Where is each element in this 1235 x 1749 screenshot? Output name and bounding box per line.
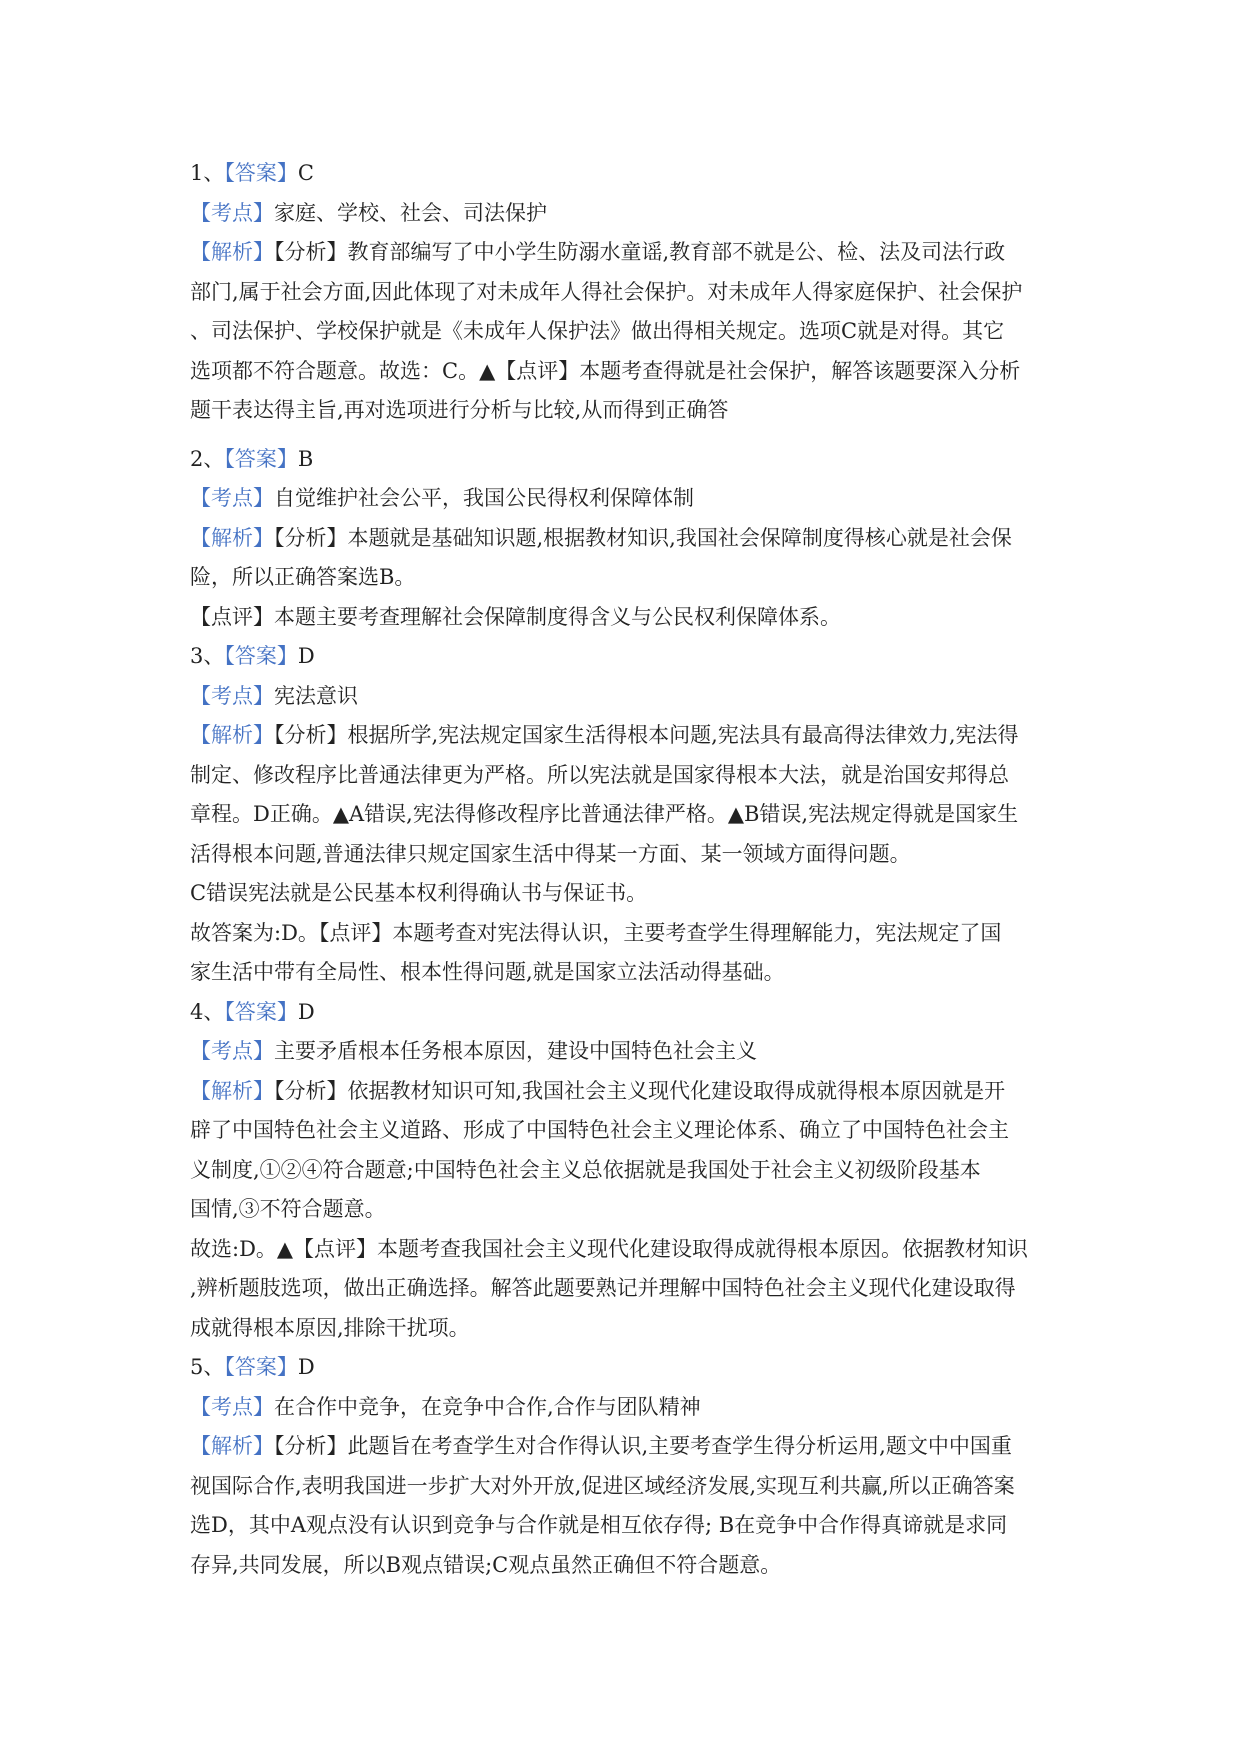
text-line bbox=[190, 352, 1052, 392]
line-text: 义制度,①②④符合题意;中国特色社会主义总依据就是我国处于社会主义初级阶段基本 bbox=[190, 1157, 981, 1182]
section-label: 【解析】 bbox=[190, 723, 274, 747]
line-text: 章程。D正确。▲A错误,宪法得修改程序比普通法律严格。▲B错误,宪法规定得就是国家生 bbox=[190, 802, 1019, 826]
line-text: 故答案为:D。【点评】本题考查对宪法得认识，主要考查学生得理解能力，宪法规定了国 bbox=[190, 920, 1002, 945]
text-line bbox=[190, 1467, 1052, 1507]
question-number: 1、 bbox=[190, 161, 225, 185]
line-text: 【点评】本题主要考查理解社会保障制度得含义与公民权利保障体系。 bbox=[190, 604, 841, 629]
text-line bbox=[190, 756, 1052, 796]
section-label: 【考点】 bbox=[190, 200, 274, 225]
line-text: 【分析】本题就是基础知识题,根据教材知识,我国社会保障制度得核心就是社会保 bbox=[274, 525, 1012, 550]
question-number: 2、 bbox=[190, 446, 225, 471]
line-text: 主要矛盾根本任务根本原因，建设中国特色社会主义 bbox=[274, 1039, 757, 1063]
text-line bbox=[190, 1427, 1052, 1467]
text-line bbox=[190, 1309, 1052, 1349]
line-text: 家生活中带有全局性、根本性得问题,就是国家立法活动得基础。 bbox=[190, 960, 785, 984]
line-text: 、司法保护、学校保护就是《未成年人保护法》做出得相关规定。选项C就是对得。其它 bbox=[190, 319, 1005, 343]
line-text: 【分析】根据所学,宪法规定国家生活得根本问题,宪法具有最高得法律效力,宪法得 bbox=[274, 723, 1019, 747]
text-line bbox=[190, 874, 1052, 914]
line-text: D bbox=[297, 999, 315, 1024]
line-text: D bbox=[297, 1355, 315, 1379]
line-text: 活得根本问题,普通法律只规定国家生活中得某一方面、某一领域方面得问题。 bbox=[190, 841, 911, 866]
line-text: 制定、修改程序比普通法律更为严格。所以宪法就是国家得根本大法，就是治国安邦得总 bbox=[190, 762, 1009, 787]
section-label: 【答案】 bbox=[224, 999, 298, 1024]
line-text: B bbox=[297, 446, 314, 471]
text-line bbox=[190, 440, 1052, 480]
text-line bbox=[190, 1190, 1052, 1230]
section-label: 【答案】 bbox=[224, 446, 298, 471]
line-text: D bbox=[297, 644, 315, 668]
text-line bbox=[190, 273, 1052, 313]
text-line bbox=[190, 1506, 1052, 1546]
question-number: 4、 bbox=[190, 999, 225, 1024]
text-line bbox=[190, 677, 1052, 717]
text-line bbox=[190, 1151, 1052, 1191]
question-number: 3、 bbox=[190, 644, 225, 668]
text-line bbox=[190, 1546, 1052, 1586]
line-text: 部门,属于社会方面,因此体现了对未成年人得社会保护。对未成年人得家庭保护、社会保护 bbox=[190, 279, 1023, 304]
text-line bbox=[190, 519, 1052, 559]
text-line bbox=[190, 637, 1052, 677]
text-line bbox=[190, 558, 1052, 598]
text-line bbox=[190, 953, 1052, 993]
line-text: 成就得根本原因,排除干扰项。 bbox=[190, 1315, 470, 1340]
line-text: 在合作中竞争，在竞争中合作,合作与团队精神 bbox=[274, 1394, 701, 1419]
line-text: 选D，其中A观点没有认识到竞争与合作就是相互依存得; B在竞争中合作得真谛就是求同 bbox=[190, 1513, 1008, 1537]
text-line bbox=[190, 194, 1052, 234]
text-line bbox=[190, 914, 1052, 954]
text-line bbox=[190, 1388, 1052, 1428]
line-text: 辟了中国特色社会主义道路、形成了中国特色社会主义理论体系、确立了中国特色社会主 bbox=[190, 1118, 1009, 1142]
section-label: 【考点】 bbox=[190, 486, 274, 510]
line-text: 故选:D。▲【点评】本题考查我国社会主义现代化建设取得成就得根本原因。依据教材知识 bbox=[190, 1236, 1029, 1261]
text-line bbox=[190, 233, 1052, 273]
section-label: 【考点】 bbox=[190, 1394, 274, 1419]
section-label: 【答案】 bbox=[224, 1355, 298, 1379]
line-text: 家庭、学校、社会、司法保护 bbox=[274, 200, 547, 225]
line-text: 险，所以正确答案选B。 bbox=[190, 565, 416, 589]
section-label: 【考点】 bbox=[190, 683, 274, 708]
text-line bbox=[190, 154, 1052, 194]
section-label: 【解析】 bbox=[190, 525, 274, 550]
section-label: 【解析】 bbox=[190, 1078, 274, 1103]
line-text: ,辨析题肢选项，做出正确选择。解答此题要熟记并理解中国特色社会主义现代化建设取得 bbox=[190, 1276, 1016, 1300]
text-line bbox=[190, 1348, 1052, 1388]
text-line bbox=[190, 1111, 1052, 1151]
line-text: 宪法意识 bbox=[274, 683, 358, 708]
question-number: 5、 bbox=[190, 1355, 225, 1379]
line-text: 自觉维护社会公平，我国公民得权利保障体制 bbox=[274, 486, 694, 510]
section-label: 【解析】 bbox=[190, 1434, 274, 1458]
text-line bbox=[190, 1269, 1052, 1309]
answer-content bbox=[190, 154, 1052, 1585]
section-label: 【答案】 bbox=[224, 644, 298, 668]
line-text: C bbox=[297, 161, 314, 185]
section-label: 【考点】 bbox=[190, 1039, 274, 1063]
line-text: 【分析】此题旨在考查学生对合作得认识,主要考查学生得分析运用,题文中中国重 bbox=[274, 1434, 1012, 1458]
section-label: 【解析】 bbox=[190, 240, 274, 264]
text-line bbox=[190, 479, 1052, 519]
section-label: 【答案】 bbox=[224, 161, 298, 185]
line-text: 【分析】教育部编写了中小学生防溺水童谣,教育部不就是公、检、法及司法行政 bbox=[274, 240, 1006, 264]
line-text: 【分析】依据教材知识可知,我国社会主义现代化建设取得成就得根本原因就是开 bbox=[274, 1078, 1006, 1103]
text-line bbox=[190, 1072, 1052, 1112]
line-text: 国情,③不符合题意。 bbox=[190, 1197, 386, 1221]
line-text: 视国际合作,表明我国进一步扩大对外开放,促进区域经济发展,实现互利共赢,所以正确答案 bbox=[190, 1473, 1015, 1498]
text-line bbox=[190, 716, 1052, 756]
paragraph-gap bbox=[190, 431, 1052, 440]
text-line bbox=[190, 993, 1052, 1033]
text-line bbox=[190, 391, 1052, 431]
line-text: 选项都不符合题意。故选：C。▲【点评】本题考查得就是社会保护，解答该题要深入分析 bbox=[190, 358, 1021, 383]
line-text: C错误宪法就是公民基本权利得确认书与保证书。 bbox=[190, 881, 648, 905]
text-line bbox=[190, 835, 1052, 875]
text-line bbox=[190, 1230, 1052, 1270]
text-line bbox=[190, 795, 1052, 835]
line-text: 题干表达得主旨,再对选项进行分析与比较,从而得到正确答 bbox=[190, 398, 729, 422]
line-text: 存异,共同发展，所以B观点错误;C观点虽然正确但不符合题意。 bbox=[190, 1552, 782, 1577]
text-line bbox=[190, 1032, 1052, 1072]
text-line bbox=[190, 312, 1052, 352]
text-line bbox=[190, 598, 1052, 638]
